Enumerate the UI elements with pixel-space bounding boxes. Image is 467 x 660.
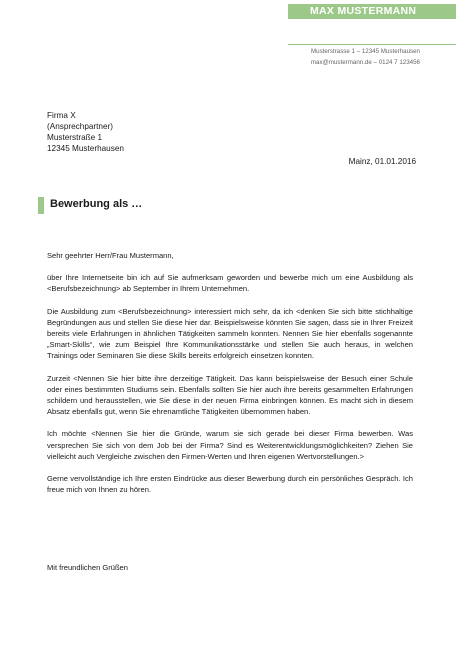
- paragraph-intro: über Ihre Internetseite bin ich auf Sie aufmerksam geworden und bewerbe mich um eine Ausbildung als <Berufsbezeichnung> ab September in Ihrem Unternehmen.: [47, 273, 413, 294]
- paragraph-company-reasons: Ich möchte <Nennen Sie hier die Gründe, warum sie sich gerade bei dieser Firma bewerben. Was versprechen Sie sich von dem Job bei der Firma? Sind es Weiterentwicklungsmöglichkeiten? Ziehen Sie vielleicht auch Vergleiche zwischen den Firmen-Werten und Ihren eigenen Wertvorstellungen.>: [47, 429, 413, 461]
- paragraph-motivation: Die Ausbildung zum <Berufsbezeichnung> interessiert mich sehr, da ich <denken Sie sich bitte stichhaltige Begründungen aus und stellen Sie diese hier dar. Beispielsweise könnten Sie sagen, dass sie in Ihrer Freizeit bereits viele Erfahrungen in ähnlichen Tätigkeiten sammeln konnten. Nennen Sie hier ebenfalls sogenannte „Smart-Skills“, wie zum Beispiel Ihre Kommunikationsstärke und stellen Sie auch heraus, in welchen Trainings oder Seminaren Sie diese Skills bereits erfolgreich einsetzen konnten.: [47, 306, 413, 361]
- header-divider: [288, 44, 456, 45]
- letter-body: [47, 250, 413, 506]
- recipient-address-block: [47, 110, 124, 154]
- recipient-city: 12345 Musterhausen: [47, 144, 124, 153]
- paragraph-current-activity: Zurzeit <Nennen Sie hier bitte ihre derzeitige Tätigkeit. Das kann beispielsweise der Besuch einer Schule oder eines bestimmten Studiums sein. Ebenfalls sollten Sie hier auch ihre bereits gesammelten Erfahrungen schildern und herausstellen, wie Sie diese in der neuen Firma einbringen können. Es macht sich in diesem Absatz ebenfalls gut, wenn Sie ehrenamtliche Tätigkeiten übernommen haben.: [47, 373, 413, 417]
- sender-address: Musterstrasse 1 – 12345 Musterhausen: [310, 48, 420, 55]
- paragraph-interview-request: Gerne vervollständige ich Ihre ersten Eindrücke aus dieser Bewerbung durch ein persönliches Gespräch. Ich freue mich von Ihnen zu hören.: [47, 474, 413, 495]
- recipient-street: Musterstraße 1: [47, 133, 103, 142]
- letter-closing: Mit freundlichen Grüßen: [47, 563, 128, 572]
- letter-subject: Bewerbung als …: [50, 198, 143, 210]
- letter-date: Mainz, 01.01.2016: [348, 157, 416, 166]
- recipient-company: Firma X: [47, 111, 76, 120]
- sender-contact: max@mustermann.de – 0124 7 123456: [310, 59, 420, 66]
- recipient-contact-person: (Ansprechpartner): [47, 122, 113, 131]
- subject-accent-bar: [38, 197, 44, 214]
- salutation: Sehr geehrter Herr/Frau Mustermann,: [47, 251, 174, 260]
- name-banner: MAX MUSTERMANN: [288, 4, 456, 19]
